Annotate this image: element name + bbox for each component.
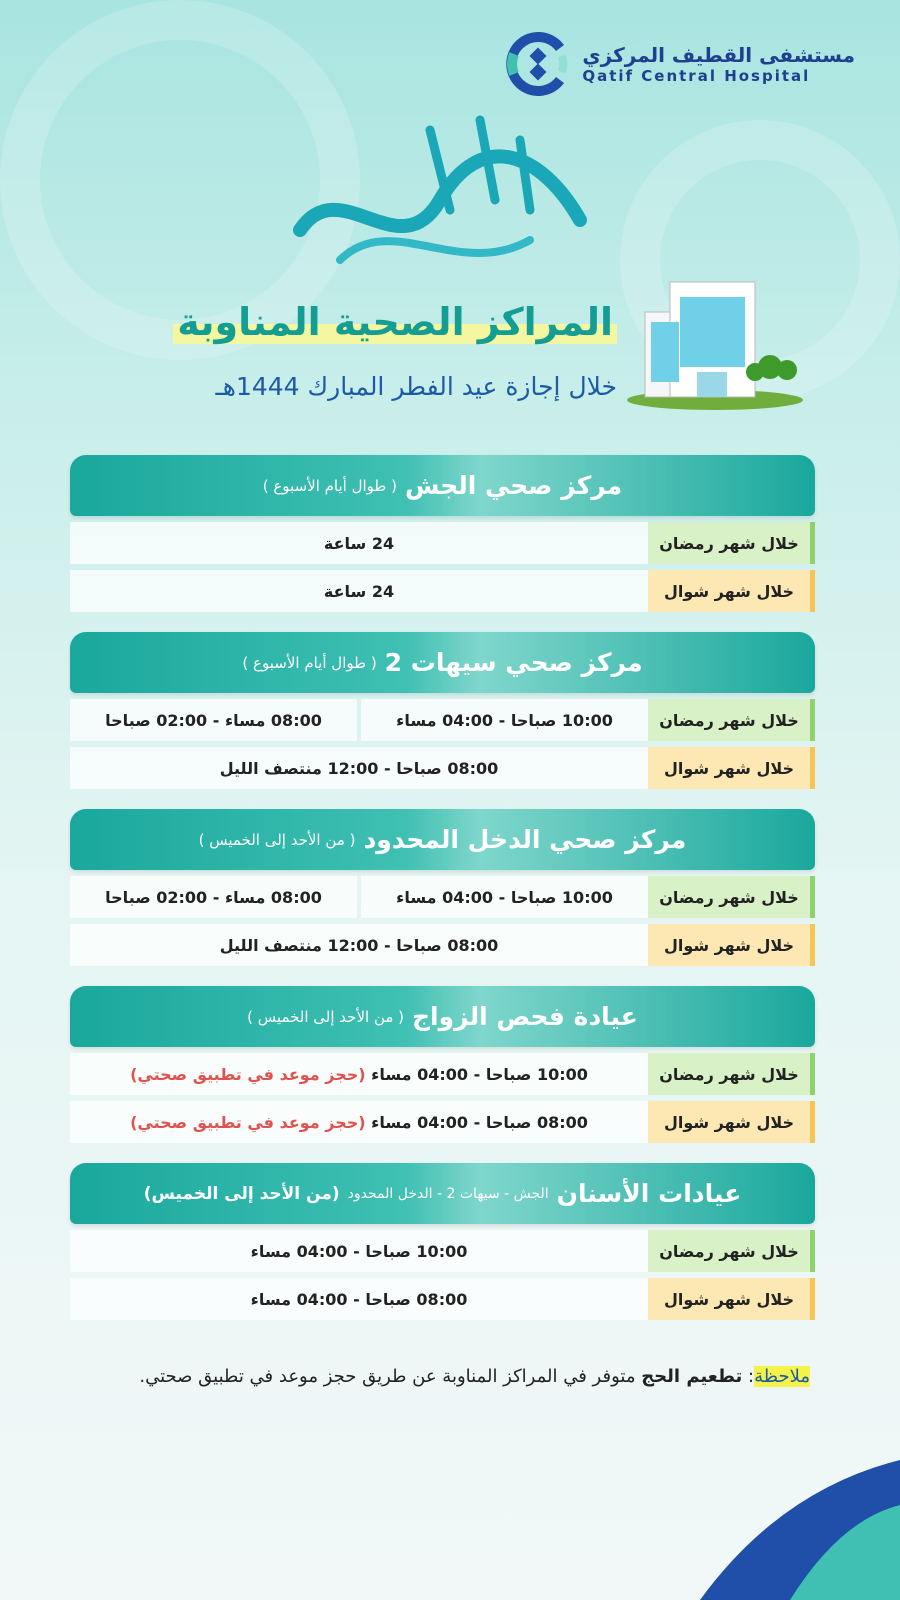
table-row [70,699,815,741]
hours-value: 08:00 مساء - 02:00 صباحا [70,876,357,918]
table-row [70,1053,815,1095]
section-days: (من الأحد إلى الخميس) [143,1183,340,1204]
hours-value: 10:00 صباحا - 04:00 مساء [361,876,648,918]
section-header [70,1163,815,1224]
note-bold: تطعيم الحج [641,1366,743,1387]
hours-value: 08:00 صباحا - 12:00 منتصف الليل [70,924,648,966]
hours-value: 08:00 صباحا - 04:00 مساء [70,1278,648,1320]
section-dental-clinics [70,1163,815,1320]
section-header [70,455,815,516]
note-label: ملاحظة [754,1366,810,1387]
hours-value: 10:00 صباحا - 04:00 مساء [371,1064,588,1084]
period-label: خلال شهر شوال [648,1101,815,1143]
section-jish [70,455,815,612]
schedule-list [70,455,815,1340]
table-row [70,570,815,612]
period-label: خلال شهر شوال [648,1278,815,1320]
table-row [70,876,815,918]
section-days: ( من الأحد إلى الخميس ) [198,830,356,849]
booking-note: (حجز موعد في تطبيق صحتي) [130,1064,366,1084]
section-name: مركز صحي الدخل المحدود [363,825,687,854]
period-label: خلال شهر رمضان [648,1053,815,1095]
section-name: عيادة فحص الزواج [412,1002,638,1031]
hours-value: 08:00 صباحا - 04:00 مساء [371,1112,588,1132]
table-row [70,747,815,789]
table-row [70,522,815,564]
section-locations: الجش - سيهات 2 - الدخل المحدود [347,1185,549,1202]
table-row [70,1101,815,1143]
period-label: خلال شهر شوال [648,924,815,966]
eid-calligraphy-logo [280,110,600,290]
section-name: مركز صحي سيهات 2 [384,648,643,677]
hospital-logo [506,32,855,96]
section-days: ( من الأحد إلى الخميس ) [247,1007,405,1026]
table-row [70,924,815,966]
period-label: خلال شهر رمضان [648,522,815,564]
hours-value: 10:00 صباحا - 04:00 مساء [70,1230,648,1272]
period-label: خلال شهر رمضان [648,876,815,918]
period-label: خلال شهر شوال [648,570,815,612]
section-name: عيادات الأسنان [556,1179,742,1208]
table-row [70,1230,815,1272]
hours-value: 24 ساعة [70,570,648,612]
hours-value: 08:00 صباحا - 12:00 منتصف الليل [70,747,648,789]
section-premarital-clinic [70,986,815,1143]
period-label: خلال شهر رمضان [648,1230,815,1272]
hours-value: 08:00 مساء - 02:00 صباحا [70,699,357,741]
section-header [70,809,815,870]
note-text: متوفر في المراكز المناوبة عن طريق حجز موعد في تطبيق صحتي. [139,1366,636,1387]
section-name: مركز صحي الجش [404,471,623,500]
section-saihat-2 [70,632,815,789]
section-days: ( طوال أيام الأسبوع ) [262,476,397,495]
booking-note: (حجز موعد في تطبيق صحتي) [130,1112,366,1132]
period-label: خلال شهر رمضان [648,699,815,741]
section-days: ( طوال أيام الأسبوع ) [242,653,377,672]
hospital-name-en: Qatif Central Hospital [582,67,811,85]
table-row [70,1278,815,1320]
period-label: خلال شهر شوال [648,747,815,789]
corner-decoration [700,1450,900,1600]
section-limited-income [70,809,815,966]
section-header [70,986,815,1047]
hospital-name-ar: مستشفى القطيف المركزي [582,43,855,67]
hours-value: 24 ساعة [70,522,648,564]
hospital-building-illustration [625,272,805,412]
hours-value: 10:00 صباحا - 04:00 مساء [361,699,648,741]
page-subtitle: خلال إجازة عيد الفطر المبارك 1444هـ [215,372,617,401]
page-title: المراكز الصحية المناوبة [173,300,617,344]
hospital-logo-icon [506,32,570,96]
footnote: ملاحظة: تطعيم الحج متوفر في المراكز المناوبة عن طريق حجز موعد في تطبيق صحتي. [139,1366,810,1387]
section-header [70,632,815,693]
